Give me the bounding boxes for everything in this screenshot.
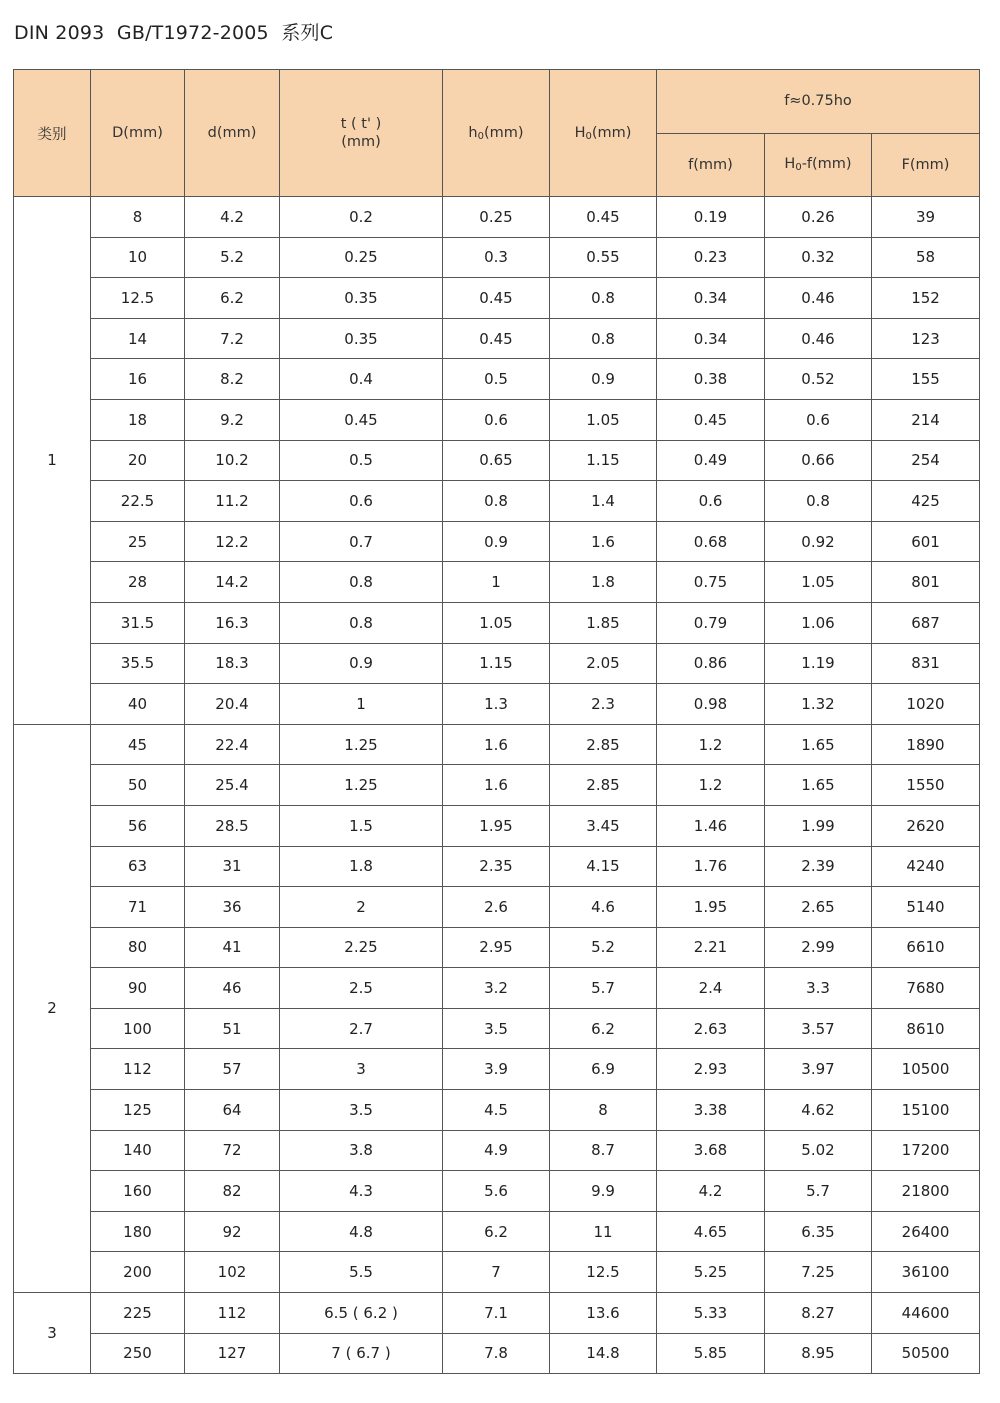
- table-row: [14, 968, 980, 1009]
- table-cell: 1020: [872, 684, 980, 725]
- table-cell: 2.35: [443, 846, 550, 887]
- table-cell: 64: [185, 1090, 280, 1131]
- table-row: [14, 1090, 980, 1131]
- header-h0-subscript: 0: [477, 130, 484, 142]
- table-cell: 0.52: [765, 359, 872, 400]
- table-cell: 2.85: [550, 765, 657, 806]
- header-H0f-symbol: H: [784, 156, 796, 173]
- table-cell: 1.15: [443, 643, 550, 684]
- table-cell: 0.49: [657, 440, 765, 481]
- table-cell: 180: [91, 1211, 185, 1252]
- table-cell: 20.4: [185, 684, 280, 725]
- table-cell: 4.15: [550, 846, 657, 887]
- table-row: [14, 359, 980, 400]
- table-cell: 1.99: [765, 805, 872, 846]
- table-body: [14, 197, 980, 1374]
- table-cell: 5.5: [280, 1252, 443, 1293]
- table-cell: 254: [872, 440, 980, 481]
- table-cell: 7: [443, 1252, 550, 1293]
- table-cell: 5.6: [443, 1171, 550, 1212]
- table-cell: 3.8: [280, 1130, 443, 1171]
- table-cell: 7.25: [765, 1252, 872, 1293]
- header-D: D(mm): [91, 70, 185, 197]
- table-cell: 155: [872, 359, 980, 400]
- table-row: [14, 318, 980, 359]
- table-cell: 8.95: [765, 1333, 872, 1374]
- table-cell: 46: [185, 968, 280, 1009]
- table-cell: 1.65: [765, 724, 872, 765]
- header-F: F(mm): [872, 133, 980, 197]
- table-cell: 1.95: [443, 805, 550, 846]
- table-cell: 72: [185, 1130, 280, 1171]
- table-row: [14, 1008, 980, 1049]
- table-cell: 20: [91, 440, 185, 481]
- table-row: [14, 399, 980, 440]
- table-cell: 18.3: [185, 643, 280, 684]
- table-row: [14, 805, 980, 846]
- table-cell: 1.3: [443, 684, 550, 725]
- table-cell: 17200: [872, 1130, 980, 1171]
- table-cell: 3.2: [443, 968, 550, 1009]
- table-cell: 127: [185, 1333, 280, 1374]
- table-cell: 1.05: [550, 399, 657, 440]
- table-row: [14, 278, 980, 319]
- table-cell: 8610: [872, 1008, 980, 1049]
- table-cell: 200: [91, 1252, 185, 1293]
- table-cell: 2620: [872, 805, 980, 846]
- table-cell: 0.8: [280, 602, 443, 643]
- table-cell: 4.2: [185, 197, 280, 238]
- table-row: [14, 602, 980, 643]
- table-cell: 831: [872, 643, 980, 684]
- table-row: [14, 1293, 980, 1334]
- table-cell: 71: [91, 887, 185, 928]
- table-cell: 2.25: [280, 927, 443, 968]
- table-cell: 0.75: [657, 562, 765, 603]
- table-cell: 0.8: [443, 481, 550, 522]
- header-category: 类别: [14, 70, 91, 197]
- header-d: d(mm): [185, 70, 280, 197]
- table-cell: 3.9: [443, 1049, 550, 1090]
- table-cell: 16.3: [185, 602, 280, 643]
- table-cell: 0.8: [550, 278, 657, 319]
- table-cell: 5.7: [550, 968, 657, 1009]
- table-cell: 160: [91, 1171, 185, 1212]
- table-header: [14, 70, 980, 197]
- table-cell: 0.66: [765, 440, 872, 481]
- header-H0-f: [765, 133, 872, 197]
- table-cell: 0.79: [657, 602, 765, 643]
- table-cell: 36100: [872, 1252, 980, 1293]
- table-cell: 35.5: [91, 643, 185, 684]
- table-cell: 10.2: [185, 440, 280, 481]
- table-cell: 7680: [872, 968, 980, 1009]
- header-H0-symbol: H: [574, 124, 586, 141]
- table-row: [14, 724, 980, 765]
- table-cell: 6610: [872, 927, 980, 968]
- table-cell: 14.2: [185, 562, 280, 603]
- table-cell: 0.4: [280, 359, 443, 400]
- table-cell: 0.6: [280, 481, 443, 522]
- table-cell: 687: [872, 602, 980, 643]
- table-cell: 8: [91, 197, 185, 238]
- table-cell: 2.85: [550, 724, 657, 765]
- table-cell: 3.57: [765, 1008, 872, 1049]
- table-cell: 45: [91, 724, 185, 765]
- table-cell: 90: [91, 968, 185, 1009]
- table-cell: 82: [185, 1171, 280, 1212]
- table-cell: 0.26: [765, 197, 872, 238]
- table-cell: 2.7: [280, 1008, 443, 1049]
- table-cell: 0.23: [657, 237, 765, 278]
- table-cell: 1.4: [550, 481, 657, 522]
- table-cell: 1: [280, 684, 443, 725]
- table-cell: 39: [872, 197, 980, 238]
- table-row: [14, 927, 980, 968]
- table-cell: 13.6: [550, 1293, 657, 1334]
- header-H0: [550, 70, 657, 197]
- table-cell: 7 ( 6.7 ): [280, 1333, 443, 1374]
- table-cell: 0.35: [280, 318, 443, 359]
- table-cell: 125: [91, 1090, 185, 1131]
- table-cell: 2.63: [657, 1008, 765, 1049]
- table-cell: 31.5: [91, 602, 185, 643]
- header-H0-unit: (mm): [591, 124, 632, 141]
- table-cell: 0.8: [280, 562, 443, 603]
- table-cell: 1.76: [657, 846, 765, 887]
- table-cell: 250: [91, 1333, 185, 1374]
- table-cell: 5140: [872, 887, 980, 928]
- table-cell: 2.6: [443, 887, 550, 928]
- table-cell: 140: [91, 1130, 185, 1171]
- table-cell: 1.6: [443, 765, 550, 806]
- table-cell: 6.2: [185, 278, 280, 319]
- header-H0-subscript: 0: [585, 130, 592, 142]
- table-cell: 15100: [872, 1090, 980, 1131]
- table-row: [14, 1211, 980, 1252]
- table-cell: 2.4: [657, 968, 765, 1009]
- table-cell: 3.38: [657, 1090, 765, 1131]
- table-row: [14, 562, 980, 603]
- table-cell: 2.99: [765, 927, 872, 968]
- table-cell: 56: [91, 805, 185, 846]
- table-cell: 5.02: [765, 1130, 872, 1171]
- table-cell: 0.46: [765, 318, 872, 359]
- table-row: [14, 1252, 980, 1293]
- table-cell: 1.46: [657, 805, 765, 846]
- table-cell: 6.2: [550, 1008, 657, 1049]
- table-row: [14, 481, 980, 522]
- table-cell: 2.39: [765, 846, 872, 887]
- table-cell: 2.93: [657, 1049, 765, 1090]
- table-cell: 12.5: [91, 278, 185, 319]
- table-cell: 1550: [872, 765, 980, 806]
- table-cell: 3.68: [657, 1130, 765, 1171]
- table-cell: 4.5: [443, 1090, 550, 1131]
- table-cell: 2.3: [550, 684, 657, 725]
- header-group: f≈0.75ho: [657, 70, 980, 134]
- table-cell: 6.9: [550, 1049, 657, 1090]
- table-row: [14, 197, 980, 238]
- table-cell: 50: [91, 765, 185, 806]
- table-cell: 2.5: [280, 968, 443, 1009]
- table-cell: 0.3: [443, 237, 550, 278]
- table-cell: 225: [91, 1293, 185, 1334]
- table-cell: 58: [872, 237, 980, 278]
- table-cell: 12.2: [185, 521, 280, 562]
- table-cell: 123: [872, 318, 980, 359]
- table-cell: 0.45: [443, 318, 550, 359]
- table-cell: 57: [185, 1049, 280, 1090]
- table-cell: 10500: [872, 1049, 980, 1090]
- table-cell: 0.25: [280, 237, 443, 278]
- table-cell: 0.68: [657, 521, 765, 562]
- header-t-line2: (mm): [341, 134, 381, 150]
- table-cell: 4.9: [443, 1130, 550, 1171]
- table-cell: 4.3: [280, 1171, 443, 1212]
- table-cell: 28.5: [185, 805, 280, 846]
- table-cell: 40: [91, 684, 185, 725]
- table-cell: 6.2: [443, 1211, 550, 1252]
- category-cell: 1: [14, 197, 91, 725]
- table-cell: 2.05: [550, 643, 657, 684]
- table-row: [14, 643, 980, 684]
- category-cell: 2: [14, 724, 91, 1292]
- table-cell: 0.19: [657, 197, 765, 238]
- table-cell: 22.4: [185, 724, 280, 765]
- table-cell: 4240: [872, 846, 980, 887]
- header-t: [280, 70, 443, 197]
- table-cell: 1.85: [550, 602, 657, 643]
- table-cell: 6.35: [765, 1211, 872, 1252]
- table-cell: 0.65: [443, 440, 550, 481]
- table-cell: 0.34: [657, 318, 765, 359]
- table-cell: 1.15: [550, 440, 657, 481]
- spec-table: [13, 69, 980, 1374]
- table-cell: 5.33: [657, 1293, 765, 1334]
- table-cell: 3: [280, 1049, 443, 1090]
- table-cell: 0.6: [765, 399, 872, 440]
- table-row: [14, 1049, 980, 1090]
- table-cell: 41: [185, 927, 280, 968]
- table-cell: 6.5 ( 6.2 ): [280, 1293, 443, 1334]
- category-cell: 3: [14, 1293, 91, 1374]
- table-cell: 26400: [872, 1211, 980, 1252]
- table-cell: 21800: [872, 1171, 980, 1212]
- table-cell: 0.25: [443, 197, 550, 238]
- table-cell: 4.8: [280, 1211, 443, 1252]
- table-cell: 0.46: [765, 278, 872, 319]
- table-cell: 4.6: [550, 887, 657, 928]
- table-cell: 22.5: [91, 481, 185, 522]
- table-cell: 0.55: [550, 237, 657, 278]
- table-row: [14, 440, 980, 481]
- table-cell: 0.38: [657, 359, 765, 400]
- table-cell: 51: [185, 1008, 280, 1049]
- table-cell: 0.92: [765, 521, 872, 562]
- table-cell: 112: [91, 1049, 185, 1090]
- table-cell: 11: [550, 1211, 657, 1252]
- table-cell: 11.2: [185, 481, 280, 522]
- table-row: [14, 684, 980, 725]
- table-cell: 3.97: [765, 1049, 872, 1090]
- table-cell: 1: [443, 562, 550, 603]
- table-cell: 7.1: [443, 1293, 550, 1334]
- table-row: [14, 1333, 980, 1374]
- table-cell: 0.45: [280, 399, 443, 440]
- table-cell: 214: [872, 399, 980, 440]
- table-cell: 0.98: [657, 684, 765, 725]
- table-cell: 4.62: [765, 1090, 872, 1131]
- table-cell: 3.5: [443, 1008, 550, 1049]
- table-cell: 5.85: [657, 1333, 765, 1374]
- table-cell: 9.9: [550, 1171, 657, 1212]
- table-cell: 801: [872, 562, 980, 603]
- table-cell: 1.65: [765, 765, 872, 806]
- table-cell: 0.9: [550, 359, 657, 400]
- table-cell: 7.8: [443, 1333, 550, 1374]
- table-cell: 1.32: [765, 684, 872, 725]
- table-cell: 5.2: [550, 927, 657, 968]
- table-row: [14, 237, 980, 278]
- header-H0f-subscript: 0: [795, 162, 802, 174]
- table-row: [14, 1171, 980, 1212]
- table-cell: 31: [185, 846, 280, 887]
- header-h0: [443, 70, 550, 197]
- table-cell: 1.25: [280, 724, 443, 765]
- table-cell: 601: [872, 521, 980, 562]
- table-cell: 1.06: [765, 602, 872, 643]
- table-cell: 14: [91, 318, 185, 359]
- table-row: [14, 887, 980, 928]
- table-cell: 0.32: [765, 237, 872, 278]
- table-cell: 1.2: [657, 724, 765, 765]
- table-cell: 63: [91, 846, 185, 887]
- table-cell: 10: [91, 237, 185, 278]
- table-cell: 425: [872, 481, 980, 522]
- header-H0f-unit: -f(mm): [801, 156, 852, 173]
- table-cell: 2.21: [657, 927, 765, 968]
- header-h0-unit: (mm): [484, 124, 524, 141]
- table-cell: 1.5: [280, 805, 443, 846]
- table-cell: 1.6: [550, 521, 657, 562]
- table-cell: 8.27: [765, 1293, 872, 1334]
- table-cell: 0.34: [657, 278, 765, 319]
- table-cell: 4.65: [657, 1211, 765, 1252]
- table-cell: 5.7: [765, 1171, 872, 1212]
- header-t-line1: t ( t' ): [340, 116, 382, 132]
- table-cell: 28: [91, 562, 185, 603]
- table-cell: 3.45: [550, 805, 657, 846]
- table-cell: 3.5: [280, 1090, 443, 1131]
- table-cell: 112: [185, 1293, 280, 1334]
- table-cell: 4.2: [657, 1171, 765, 1212]
- table-cell: 1.6: [443, 724, 550, 765]
- table-cell: 9.2: [185, 399, 280, 440]
- table-cell: 25: [91, 521, 185, 562]
- table-row: [14, 521, 980, 562]
- header-f: f(mm): [657, 133, 765, 197]
- table-cell: 0.6: [443, 399, 550, 440]
- table-cell: 1.05: [765, 562, 872, 603]
- table-cell: 18: [91, 399, 185, 440]
- table-cell: 8: [550, 1090, 657, 1131]
- table-cell: 0.8: [765, 481, 872, 522]
- table-cell: 0.2: [280, 197, 443, 238]
- table-cell: 16: [91, 359, 185, 400]
- table-row: [14, 846, 980, 887]
- table-cell: 2.65: [765, 887, 872, 928]
- table-cell: 0.8: [550, 318, 657, 359]
- table-cell: 0.45: [657, 399, 765, 440]
- table-cell: 80: [91, 927, 185, 968]
- table-cell: 0.5: [443, 359, 550, 400]
- table-cell: 0.9: [443, 521, 550, 562]
- table-cell: 8.7: [550, 1130, 657, 1171]
- table-cell: 1.95: [657, 887, 765, 928]
- header-h0-symbol: h: [468, 124, 478, 141]
- table-cell: 8.2: [185, 359, 280, 400]
- table-cell: 0.7: [280, 521, 443, 562]
- table-cell: 0.86: [657, 643, 765, 684]
- page-title: DIN 2093 GB/T1972-2005 系列C: [14, 22, 334, 44]
- table-cell: 1.25: [280, 765, 443, 806]
- table-cell: 0.45: [550, 197, 657, 238]
- table-cell: 1.19: [765, 643, 872, 684]
- table-cell: 44600: [872, 1293, 980, 1334]
- table-row: [14, 765, 980, 806]
- table-cell: 0.9: [280, 643, 443, 684]
- table-cell: 14.8: [550, 1333, 657, 1374]
- table-cell: 0.35: [280, 278, 443, 319]
- table-cell: 50500: [872, 1333, 980, 1374]
- table-cell: 2: [280, 887, 443, 928]
- table-cell: 7.2: [185, 318, 280, 359]
- table-cell: 92: [185, 1211, 280, 1252]
- table-row: [14, 1130, 980, 1171]
- table-cell: 5.25: [657, 1252, 765, 1293]
- table-cell: 5.2: [185, 237, 280, 278]
- table-cell: 100: [91, 1008, 185, 1049]
- table-cell: 2.95: [443, 927, 550, 968]
- table-cell: 1890: [872, 724, 980, 765]
- table-cell: 1.8: [280, 846, 443, 887]
- table-cell: 25.4: [185, 765, 280, 806]
- table-cell: 1.8: [550, 562, 657, 603]
- table-cell: 3.3: [765, 968, 872, 1009]
- table-cell: 1.05: [443, 602, 550, 643]
- table-cell: 0.6: [657, 481, 765, 522]
- table-cell: 152: [872, 278, 980, 319]
- table-cell: 1.2: [657, 765, 765, 806]
- table-cell: 12.5: [550, 1252, 657, 1293]
- table-cell: 0.5: [280, 440, 443, 481]
- table-cell: 0.45: [443, 278, 550, 319]
- table-cell: 102: [185, 1252, 280, 1293]
- table-cell: 36: [185, 887, 280, 928]
